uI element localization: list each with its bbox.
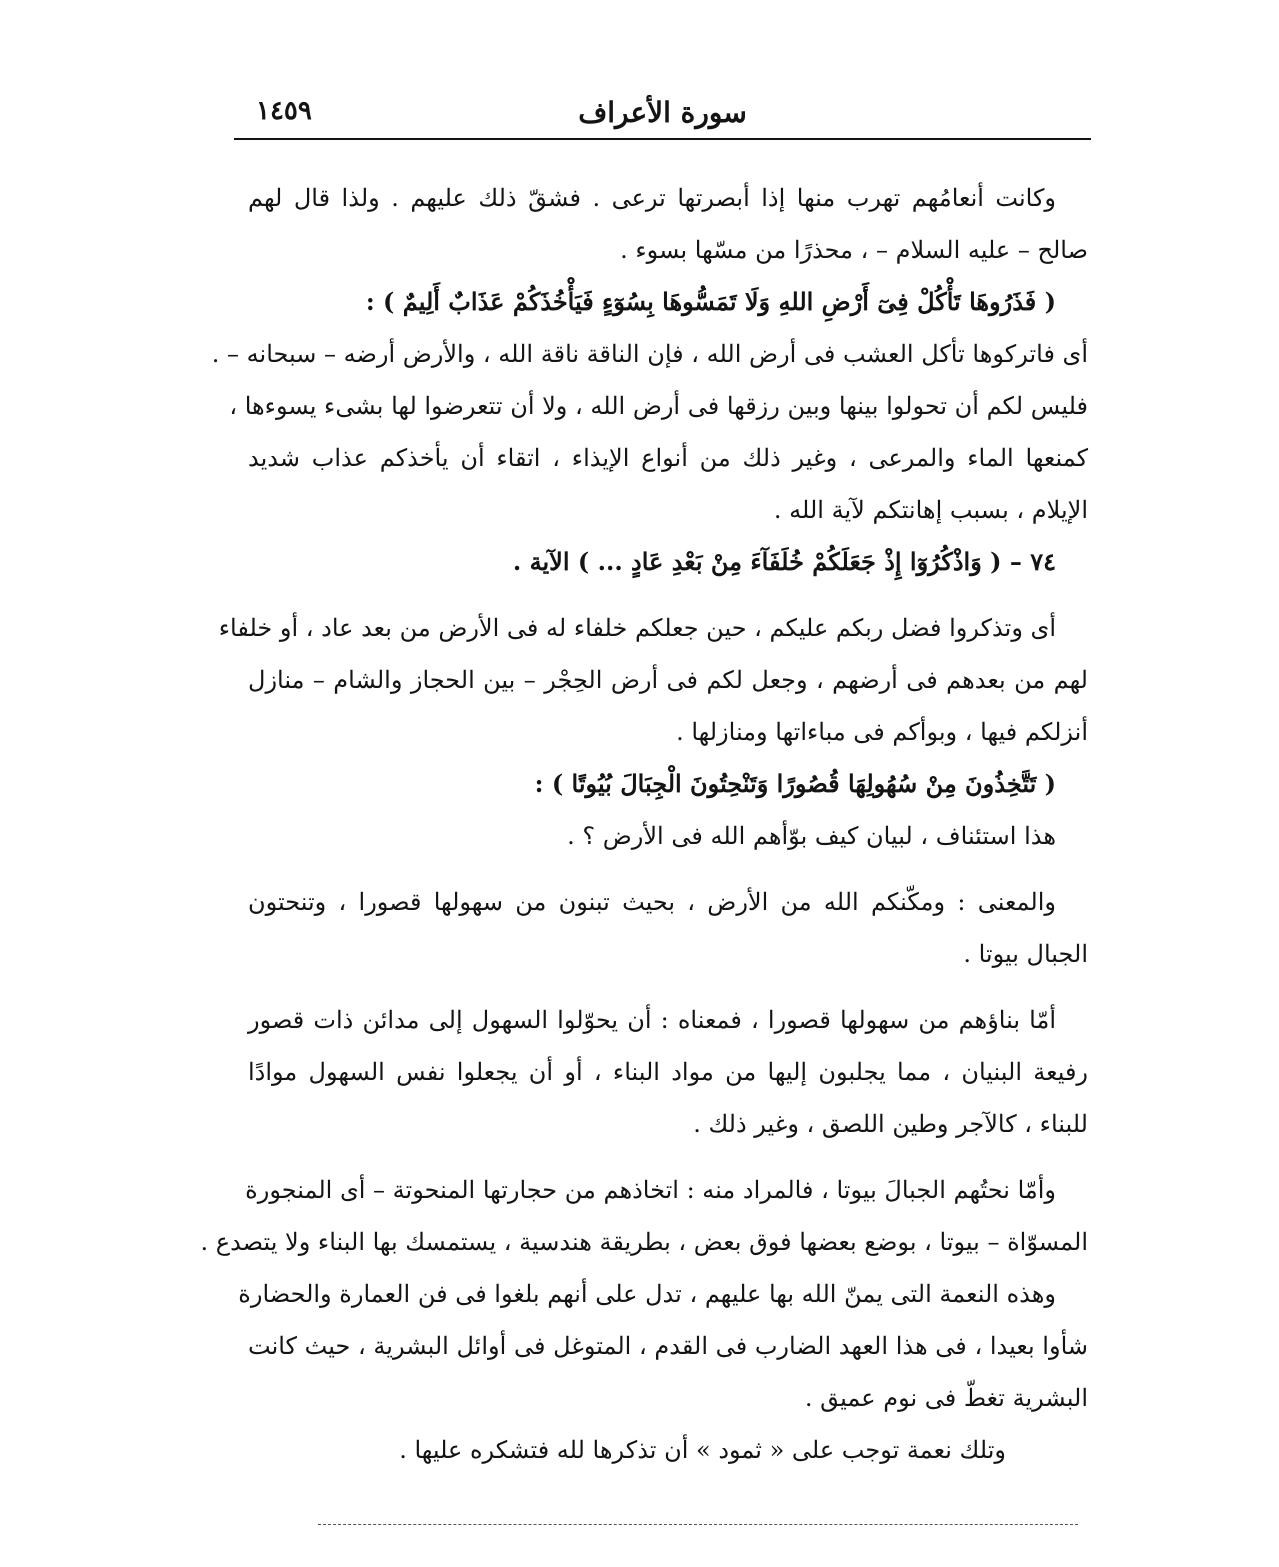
text-line: والمعنى : ومكّنكم الله من الأرض ، بحيث تبنون من سهولها قصورا ، وتنحتون	[248, 888, 1056, 916]
page-header	[234, 92, 1091, 136]
text-line: وأمّا نحتُهم الجبالَ بيوتا ، فالمراد منه : اتخاذهم من حجارتها المنحوتة – أى المنجورة	[245, 1176, 1056, 1204]
text-line: للبناء ، كالآجر وطين اللصق ، وغير ذلك .	[693, 1110, 1088, 1138]
footer-divider	[318, 1524, 1078, 1525]
text-line: أى فاتركوها تأكل العشب فى أرض الله ، فإن الناقة ناقة الله ، والأرض أرضه – سبحانه – .	[211, 340, 1088, 368]
header-divider	[234, 138, 1091, 140]
paragraph-gap	[248, 1150, 1088, 1164]
paragraph-gap	[248, 980, 1088, 994]
text-line: أمّا بناؤهم من سهولها قصورا ، فمعناه : أن يحوّلوا السهول إلى مدائن ذات قصور	[248, 1006, 1056, 1034]
text-line: رفيعة البنيان ، مما يجلبون إليها من مواد البناء ، أو أن يجعلوا نفس السهول موادًا	[248, 1058, 1089, 1086]
text-line: المسوّاة – بيوتا ، بوضع بعضها فوق بعض ، بطريقة هندسية ، يستمسك بها البناء ولا يتصدع .	[200, 1228, 1088, 1256]
text-line: صالح – عليه السلام – ، محذرًا من مسّها بسوء .	[620, 236, 1088, 264]
text-line: الجبال بيوتا .	[963, 940, 1088, 968]
running-title: سورة الأعراف	[578, 96, 747, 129]
text-line: فليس لكم أن تحولوا بينها وبين رزقها فى أرض الله ، ولا أن تتعرضوا لها بشىء يسوءها ،	[229, 392, 1088, 420]
verse-quote: ( تَتَّخِذُونَ مِنْ سُهُولِهَا قُصُورًا وَتَنْحِتُونَ الْجِبَالَ بُيُوتًا ) :	[534, 769, 1056, 798]
text-line: وتلك نعمة توجب على « ثمود » أن تذكرها لله فتشكره عليها .	[399, 1436, 1006, 1464]
text-line: لهم من بعدهم فى أرضهم ، وجعل لكم فى أرض الحِجْر – بين الحجاز والشام – منازل	[248, 666, 1088, 694]
verse-quote: ( فَذَرُوهَا تَأْكُلْ فِىٓ أَرْضِ اللهِ وَلَا تَمَسُّوهَا بِسُوٓءٍ فَيَأْخُذَكُمْ عَذَابٌ أَلِيمٌ ) :	[365, 287, 1056, 316]
text-line: الإيلام ، بسبب إهانتكم لآية الله .	[773, 496, 1088, 524]
text-line: أنزلكم فيها ، وبوأكم فى مباءاتها ومنازلها .	[676, 718, 1088, 746]
text-line: أى وتذكروا فضل ربكم عليكم ، حين جعلكم خلفاء له فى الأرض من بعد عاد ، أو خلفاء	[218, 614, 1056, 642]
page-body	[200, 172, 1089, 1476]
page-number: ١٤٥٩	[256, 96, 312, 126]
text-line: وكانت أنعامُهم تهرب منها إذا أبصرتها ترعى . فشقّ ذلك عليهم . ولذا قال لهم	[248, 184, 1056, 212]
paragraph-gap	[248, 588, 1088, 602]
text-line: البشرية تغطّ فى نوم عميق .	[804, 1384, 1088, 1412]
paragraph-gap	[248, 862, 1088, 876]
text-line: كمنعها الماء والمرعى ، وغير ذلك من أنواع الإيذاء ، اتقاء أن يأخذكم عذاب شديد	[248, 444, 1088, 472]
text-line: هذا استئناف ، لبيان كيف بوّأهم الله فى الأرض ؟ .	[567, 822, 1056, 850]
verse-heading: ٧٤ – ( وَاذْكُرُوٓا إِذْ جَعَلَكُمْ خُلَفَآءَ مِنْ بَعْدِ عَادٍ ... ) الآية .	[512, 547, 1056, 576]
text-line: وهذه النعمة التى يمنّ الله بها عليهم ، تدل على أنهم بلغوا فى فن العمارة والحضارة	[238, 1280, 1056, 1308]
text-line: شأوا بعيدا ، فى هذا العهد الضارب فى القدم ، المتوغل فى أوائل البشرية ، حيث كانت	[248, 1332, 1088, 1360]
